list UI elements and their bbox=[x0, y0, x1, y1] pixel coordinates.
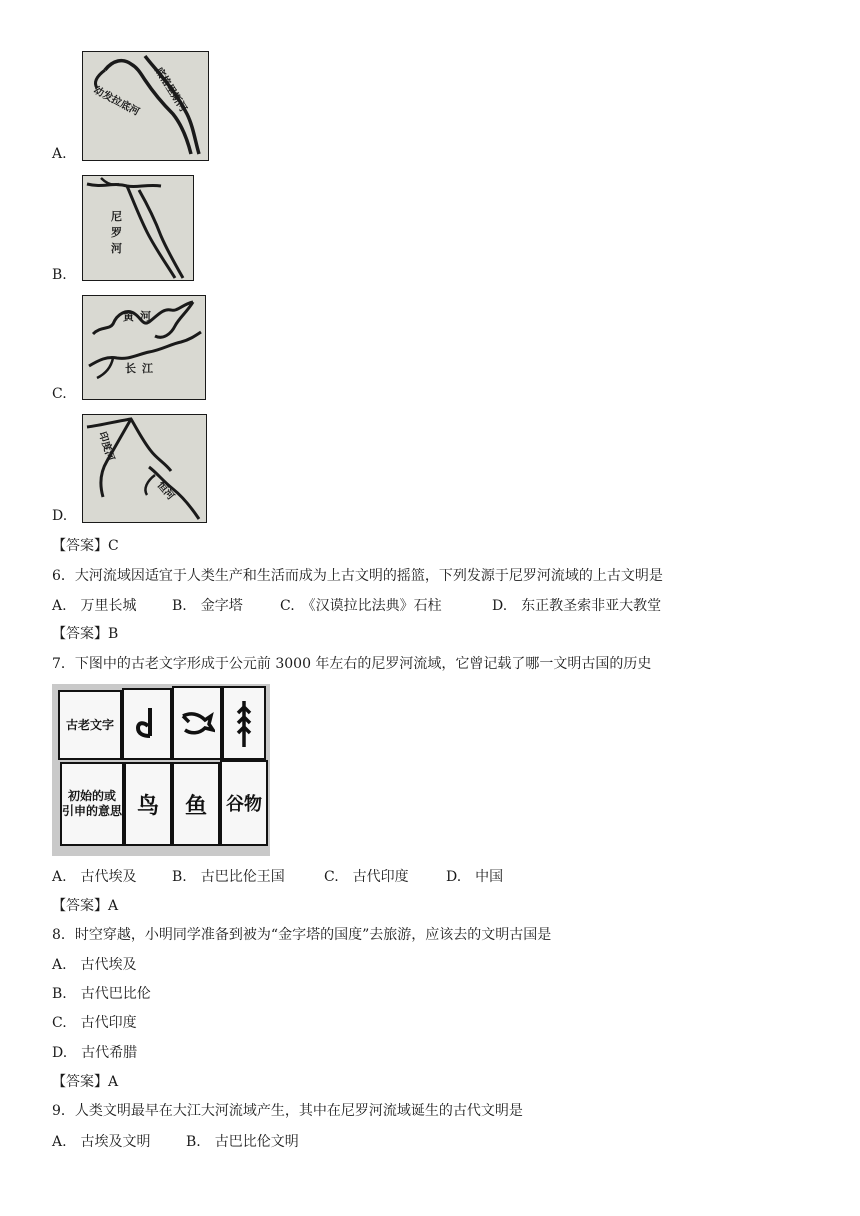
old-script-header: 古老文字 bbox=[58, 690, 122, 760]
q7-option-d: D. 中国 bbox=[446, 869, 504, 885]
option-d-letter: D. bbox=[52, 508, 68, 524]
meaning-grain: 谷物 bbox=[220, 760, 268, 846]
q8-option-d: D. 古代希腊 bbox=[52, 1045, 138, 1061]
q8-option-c: C. 古代印度 bbox=[52, 1015, 137, 1031]
map-nile bbox=[82, 175, 194, 281]
q6-answer: 【答案】B bbox=[52, 626, 119, 642]
q7-option-b: B. 古巴比伦王国 bbox=[172, 869, 285, 885]
meaning-header-line2: 引申的意思 bbox=[62, 804, 123, 818]
meaning-bird: 鸟 bbox=[124, 762, 172, 846]
q6-option-a: A. 万里长城 bbox=[52, 598, 137, 614]
q6-option-b: B. 金字塔 bbox=[172, 598, 243, 614]
glyph-bird bbox=[122, 688, 172, 760]
map-mesopotamia bbox=[82, 51, 209, 161]
hieroglyph-table-figure bbox=[52, 684, 270, 856]
meaning-header-line1: 初始的或 bbox=[67, 789, 116, 803]
q8-option-a: A. 古代埃及 bbox=[52, 957, 137, 973]
q6-option-c: C. 《汉谟拉比法典》石柱 bbox=[280, 598, 442, 614]
q9-question: 9．人类文明最早在大江大河流域产生，其中在尼罗河流域诞生的古代文明是 bbox=[52, 1103, 523, 1119]
glyph-fish bbox=[172, 686, 222, 760]
label-nile: 尼罗河 bbox=[111, 210, 122, 255]
q7-option-a: A. 古代埃及 bbox=[52, 869, 137, 885]
label-indus: 印度河 bbox=[96, 430, 116, 463]
q7-question: 7．下图中的古老文字形成于公元前 3000 年左右的尼罗河流域，它曾记载了哪一文明古国的历史 bbox=[52, 656, 652, 672]
label-yellow-river: 黄河 bbox=[123, 310, 157, 323]
q6-question: 6．大河流域因适宜于人类生产和生活而成为上古文明的摇篮，下列发源于尼罗河流域的上古文明是 bbox=[52, 568, 663, 584]
map-china-rivers bbox=[82, 295, 206, 400]
meaning-fish: 鱼 bbox=[172, 762, 220, 846]
q6-option-d: D. 东正教圣索非亚大教堂 bbox=[492, 598, 662, 614]
glyph-grain bbox=[222, 686, 266, 760]
q9-option-a: A. 古埃及文明 bbox=[52, 1134, 151, 1150]
q8-question: 8．时空穿越，小明同学准备到被为“金字塔的国度”去旅游，应该去的文明古国是 bbox=[52, 927, 552, 943]
option-c-letter: C. bbox=[52, 386, 67, 402]
q5-answer: 【答案】C bbox=[52, 538, 119, 554]
label-tigris: 底格里斯河 bbox=[152, 65, 189, 114]
label-ganges: 恒河 bbox=[154, 479, 176, 503]
label-yangtze: 长江 bbox=[125, 362, 159, 375]
q7-answer: 【答案】A bbox=[52, 898, 119, 914]
q7-option-c: C. 古代印度 bbox=[324, 869, 409, 885]
map-indus-ganges bbox=[82, 414, 207, 523]
label-euphrates: 幼发拉底河 bbox=[91, 84, 141, 119]
q8-option-b: B. 古代巴比伦 bbox=[52, 986, 151, 1002]
option-a-letter: A. bbox=[52, 146, 67, 162]
option-b-letter: B. bbox=[52, 267, 67, 283]
q9-option-b: B. 古巴比伦文明 bbox=[186, 1134, 299, 1150]
meaning-header bbox=[60, 762, 124, 846]
q8-answer: 【答案】A bbox=[52, 1074, 119, 1090]
